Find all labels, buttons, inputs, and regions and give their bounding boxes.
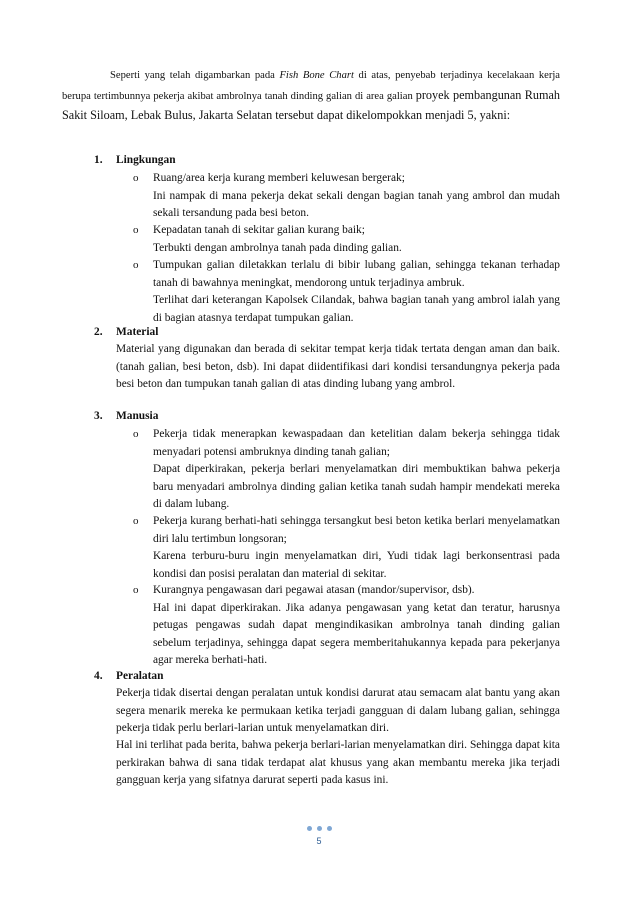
item-line: Ruang/area kerja kurang memberi keluwesan bergerak; <box>153 172 405 184</box>
section-heading-peralatan <box>94 668 163 686</box>
intro-text-b: di atas, penyebab terjadinya kecelakaan kerja berupa tertimbunnya pekerja akibat ambrolnya tanah dinding galian di area galian <box>62 70 561 102</box>
intro-italic-term: Fish Bone Chart <box>279 70 354 81</box>
intro-text-c: proyek pembangunan Rumah Sakit Siloam, Lebak Bulus, Jakarta Selatan tersebut dapat dikelompokkan menjadi 5, yakni: <box>62 87 560 123</box>
section-paragraph: Pekerja tidak disertai dengan peralatan untuk kondisi darurat atau semacam alat bantu yang akan segera menarik mereka ke permukaan ketika terjadi gangguan di dalam lubang galian, sehingga pekerja tidak perlu berlari-larian untuk menyelamatkan diri. <box>116 687 560 734</box>
bullet-marker: o <box>133 515 139 527</box>
item-line: Terlihat dari keterangan Kapolsek Cilandak, bahwa bagian tanah yang ambrol ialah yang di bagian atasnya terdapat tumpukan galian. <box>153 294 560 324</box>
section-number: 3. <box>94 410 103 422</box>
list-item <box>153 222 560 257</box>
list-item <box>153 426 560 514</box>
dot-icon <box>327 826 332 831</box>
section-title: Lingkungan <box>116 154 176 166</box>
item-line: Pekerja kurang berhati-hati sehingga tersangkut besi beton ketika berlari menyelamatkan diri lalu tertimbun longsoran; <box>153 515 560 545</box>
section-paragraph: Hal ini terlihat pada berita, bahwa pekerja berlari-larian menyelamatkan diri. Sehingga dapat kita perkirakan bahwa di sana tidak terdapat alat khusus yang akan membantu mereka jika terjadi gangguan kerja yang sifatnya darurat seperti pada kasus ini. <box>116 739 560 786</box>
section-number: 4. <box>94 670 103 682</box>
list-item <box>153 170 560 223</box>
section-heading-manusia <box>94 408 158 426</box>
bullet-marker: o <box>133 428 139 440</box>
bullet-marker: o <box>133 224 139 236</box>
section-heading-material <box>94 324 158 342</box>
section-heading-lingkungan <box>94 152 176 170</box>
dot-icon <box>317 826 322 831</box>
section-title: Peralatan <box>116 670 164 682</box>
item-line: Hal ini dapat diperkirakan. Jika adanya pengawasan yang ketat dan teratur, harusnya petugas pengawas sudah dapat mengindikasikan ambrolnya tanah dinding galian sebelum terjadinya, sehingga dapat segera memberitahukannya kepada para pekerjanya agar mereka berhati-hati. <box>153 601 560 666</box>
intro-text-a: Seperti yang telah digambarkan pada <box>110 70 280 81</box>
page-number: 5 <box>316 836 322 846</box>
list-item <box>153 257 560 327</box>
footer-dots-decoration <box>307 826 333 832</box>
dot-icon <box>307 826 312 831</box>
section-number: 1. <box>94 154 103 166</box>
item-line: Ini nampak di mana pekerja dekat sekali dengan bagian tanah yang ambrol dan mudah sekali tersandung pada besi beton. <box>153 189 560 219</box>
item-line: Kurangnya pengawasan dari pegawai atasan (mandor/supervisor, dsb). <box>153 584 475 596</box>
item-line: Karena terburu-buru ingin menyelamatkan diri, Yudi tidak lagi berkonsentrasi pada kondisi dan posisi peralatan dan material di sekitar. <box>153 550 560 580</box>
section-number: 2. <box>94 326 103 338</box>
list-item <box>153 513 560 583</box>
item-line: Terbukti dengan ambrolnya tanah pada dinding galian. <box>153 241 402 254</box>
item-line: Pekerja tidak menerapkan kewaspadaan dan ketelitian dalam bekerja sehingga tidak menyadari potensi ambruknya dinding tanah galian; <box>153 428 560 458</box>
bullet-marker: o <box>133 584 139 596</box>
section-title: Material <box>116 326 159 338</box>
list-item <box>153 582 560 670</box>
bullet-marker: o <box>133 259 139 271</box>
bullet-marker: o <box>133 172 139 184</box>
item-line: Tumpukan galian diletakkan terlalu di bibir lubang galian, sehingga tekanan terhadap tanah di bawahnya meningkat, mendorong untuk terjadinya ambruk. <box>153 259 560 289</box>
section-paragraph: Material yang digunakan dan berada di sekitar tempat kerja tidak tertata dengan aman dan baik. (tanah galian, besi beton, dsb). Ini dapat diidentifikasi dari kondisi tersandungnya pekerja pada besi beton dan tumpukan tanah galian di atas dinding lubang yang ambrol. <box>116 343 560 390</box>
item-line: Kepadatan tanah di sekitar galian kurang baik; <box>153 224 365 236</box>
section-title: Manusia <box>116 410 159 422</box>
intro-paragraph <box>62 66 560 127</box>
item-line: Dapat diperkirakan, pekerja berlari menyelamatkan diri membuktikan bahwa pekerja baru menyadari ambrolnya dinding galian ketika tanah sudah hampir mendekati mereka di dalam lubang. <box>153 463 560 510</box>
